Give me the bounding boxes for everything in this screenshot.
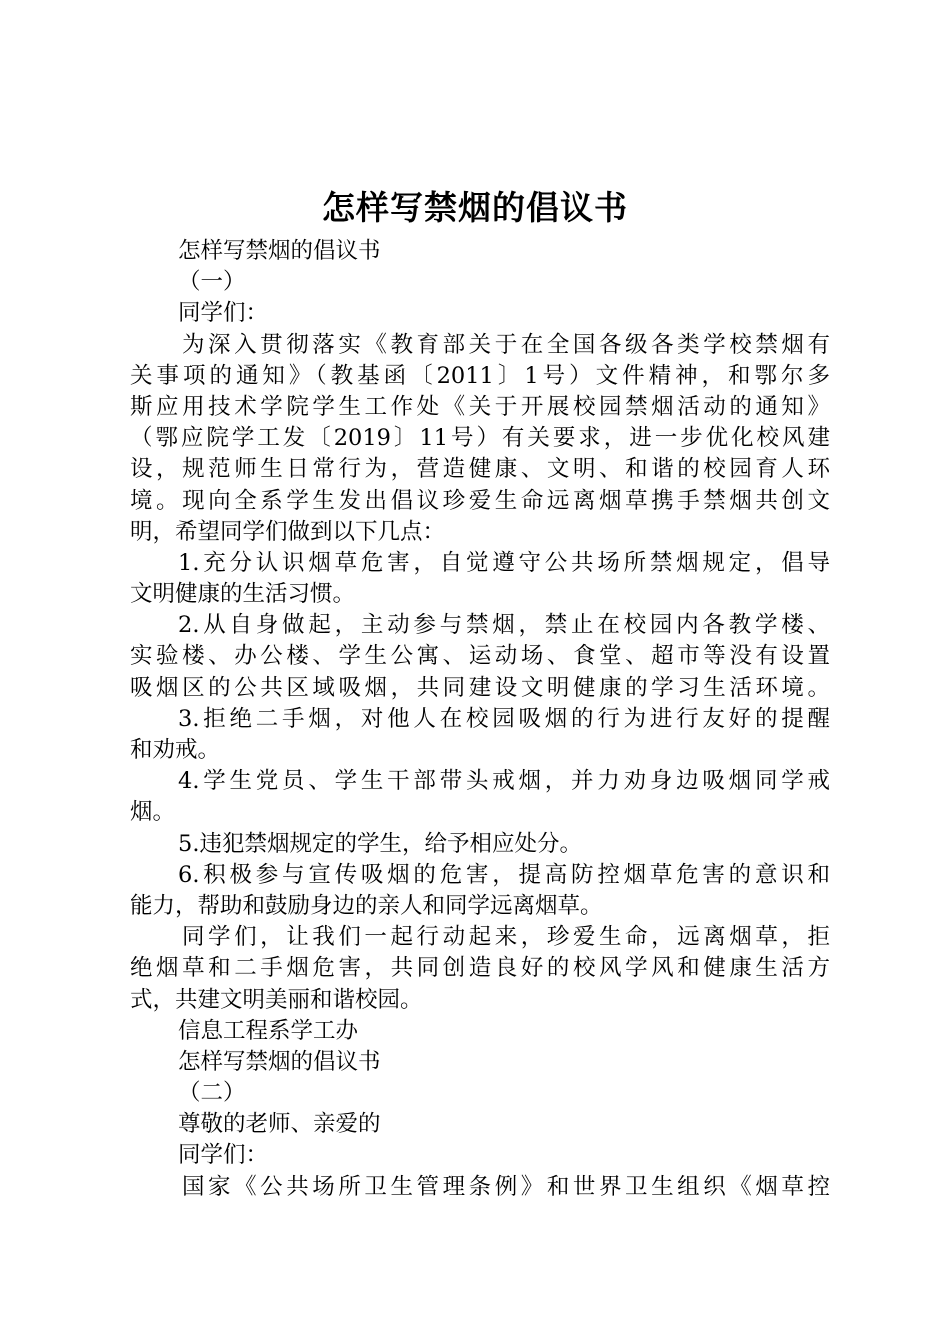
list-item-5: 5.违犯禁烟规定的学生，给予相应处分。: [178, 830, 582, 857]
list-item-3: 3.拒绝二手烟，对他人在校园吸烟的行为进行友好的提醒: [178, 705, 830, 732]
salutation: 同学们：: [178, 300, 269, 327]
section-number-2: （二）: [178, 1080, 246, 1107]
signature: 信息工程系学工办: [178, 1017, 359, 1044]
paragraph-line: （鄂应院学工发〔2019〕11号）有关要求，进一步优化校风建: [130, 425, 830, 452]
paragraph-line: 斯应用技术学院学生工作处《关于开展校园禁烟活动的通知》: [130, 393, 830, 420]
paragraph-line: 为深入贯彻落实《教育部关于在全国各级各类学校禁烟有: [182, 331, 830, 358]
section-number-1: （一）: [178, 269, 246, 296]
list-item-6-cont: 能力，帮助和鼓励身边的亲人和同学远离烟草。: [130, 892, 603, 919]
salutation-2: 尊敬的老师、亲爱的: [178, 1111, 381, 1138]
list-item-4: 4.学生党员、学生干部带头戒烟，并力劝身边吸烟同学戒: [178, 768, 830, 795]
closing-paragraph-cont: 式，共建文明美丽和谐校园。: [130, 986, 423, 1013]
document-body: [130, 236, 830, 1203]
list-item-1: 1.充分认识烟草危害，自觉遵守公共场所禁烟规定，倡导: [178, 549, 830, 576]
list-item-2-cont: 实验楼、办公楼、学生公寓、运动场、食堂、超市等没有设置: [130, 643, 830, 670]
list-item-2: 2.从自身做起，主动参与禁烟，禁止在校园内各教学楼、: [178, 612, 830, 639]
list-item-6: 6.积极参与宣传吸烟的危害，提高防控烟草危害的意识和: [178, 861, 830, 888]
salutation-2-cont: 同学们：: [178, 1142, 269, 1169]
closing-paragraph: 同学们，让我们一起行动起来，珍爱生命，远离烟草，拒: [182, 924, 830, 951]
subtitle-line-2: 怎样写禁烟的倡议书: [178, 1048, 381, 1075]
subtitle-line: 怎样写禁烟的倡议书: [178, 238, 381, 264]
list-item-2-cont: 吸烟区的公共区域吸烟，共同建设文明健康的学习生活环境。: [130, 674, 830, 701]
closing-paragraph-cont: 绝烟草和二手烟危害，共同创造良好的校风学风和健康生活方: [130, 955, 830, 982]
paragraph-line: 明，希望同学们做到以下几点：: [130, 518, 446, 545]
paragraph-line: 国家《公共场所卫生管理条例》和世界卫生组织《烟草控: [182, 1173, 830, 1200]
paragraph-line: 设，规范师生日常行为，营造健康、文明、和谐的校园育人环: [130, 456, 830, 483]
list-item-3-cont: 和劝戒。: [130, 737, 221, 763]
paragraph-line: 关事项的通知》（教基函〔2011〕1号）文件精神，和鄂尔多: [130, 362, 830, 389]
paragraph-line: 境。现向全系学生发出倡议珍爱生命远离烟草携手禁烟共创文: [130, 487, 830, 514]
list-item-1-cont: 文明健康的生活习惯。: [130, 581, 356, 608]
list-item-4-cont: 烟。: [130, 799, 176, 826]
document-title: 怎样写禁烟的倡议书: [322, 188, 628, 227]
